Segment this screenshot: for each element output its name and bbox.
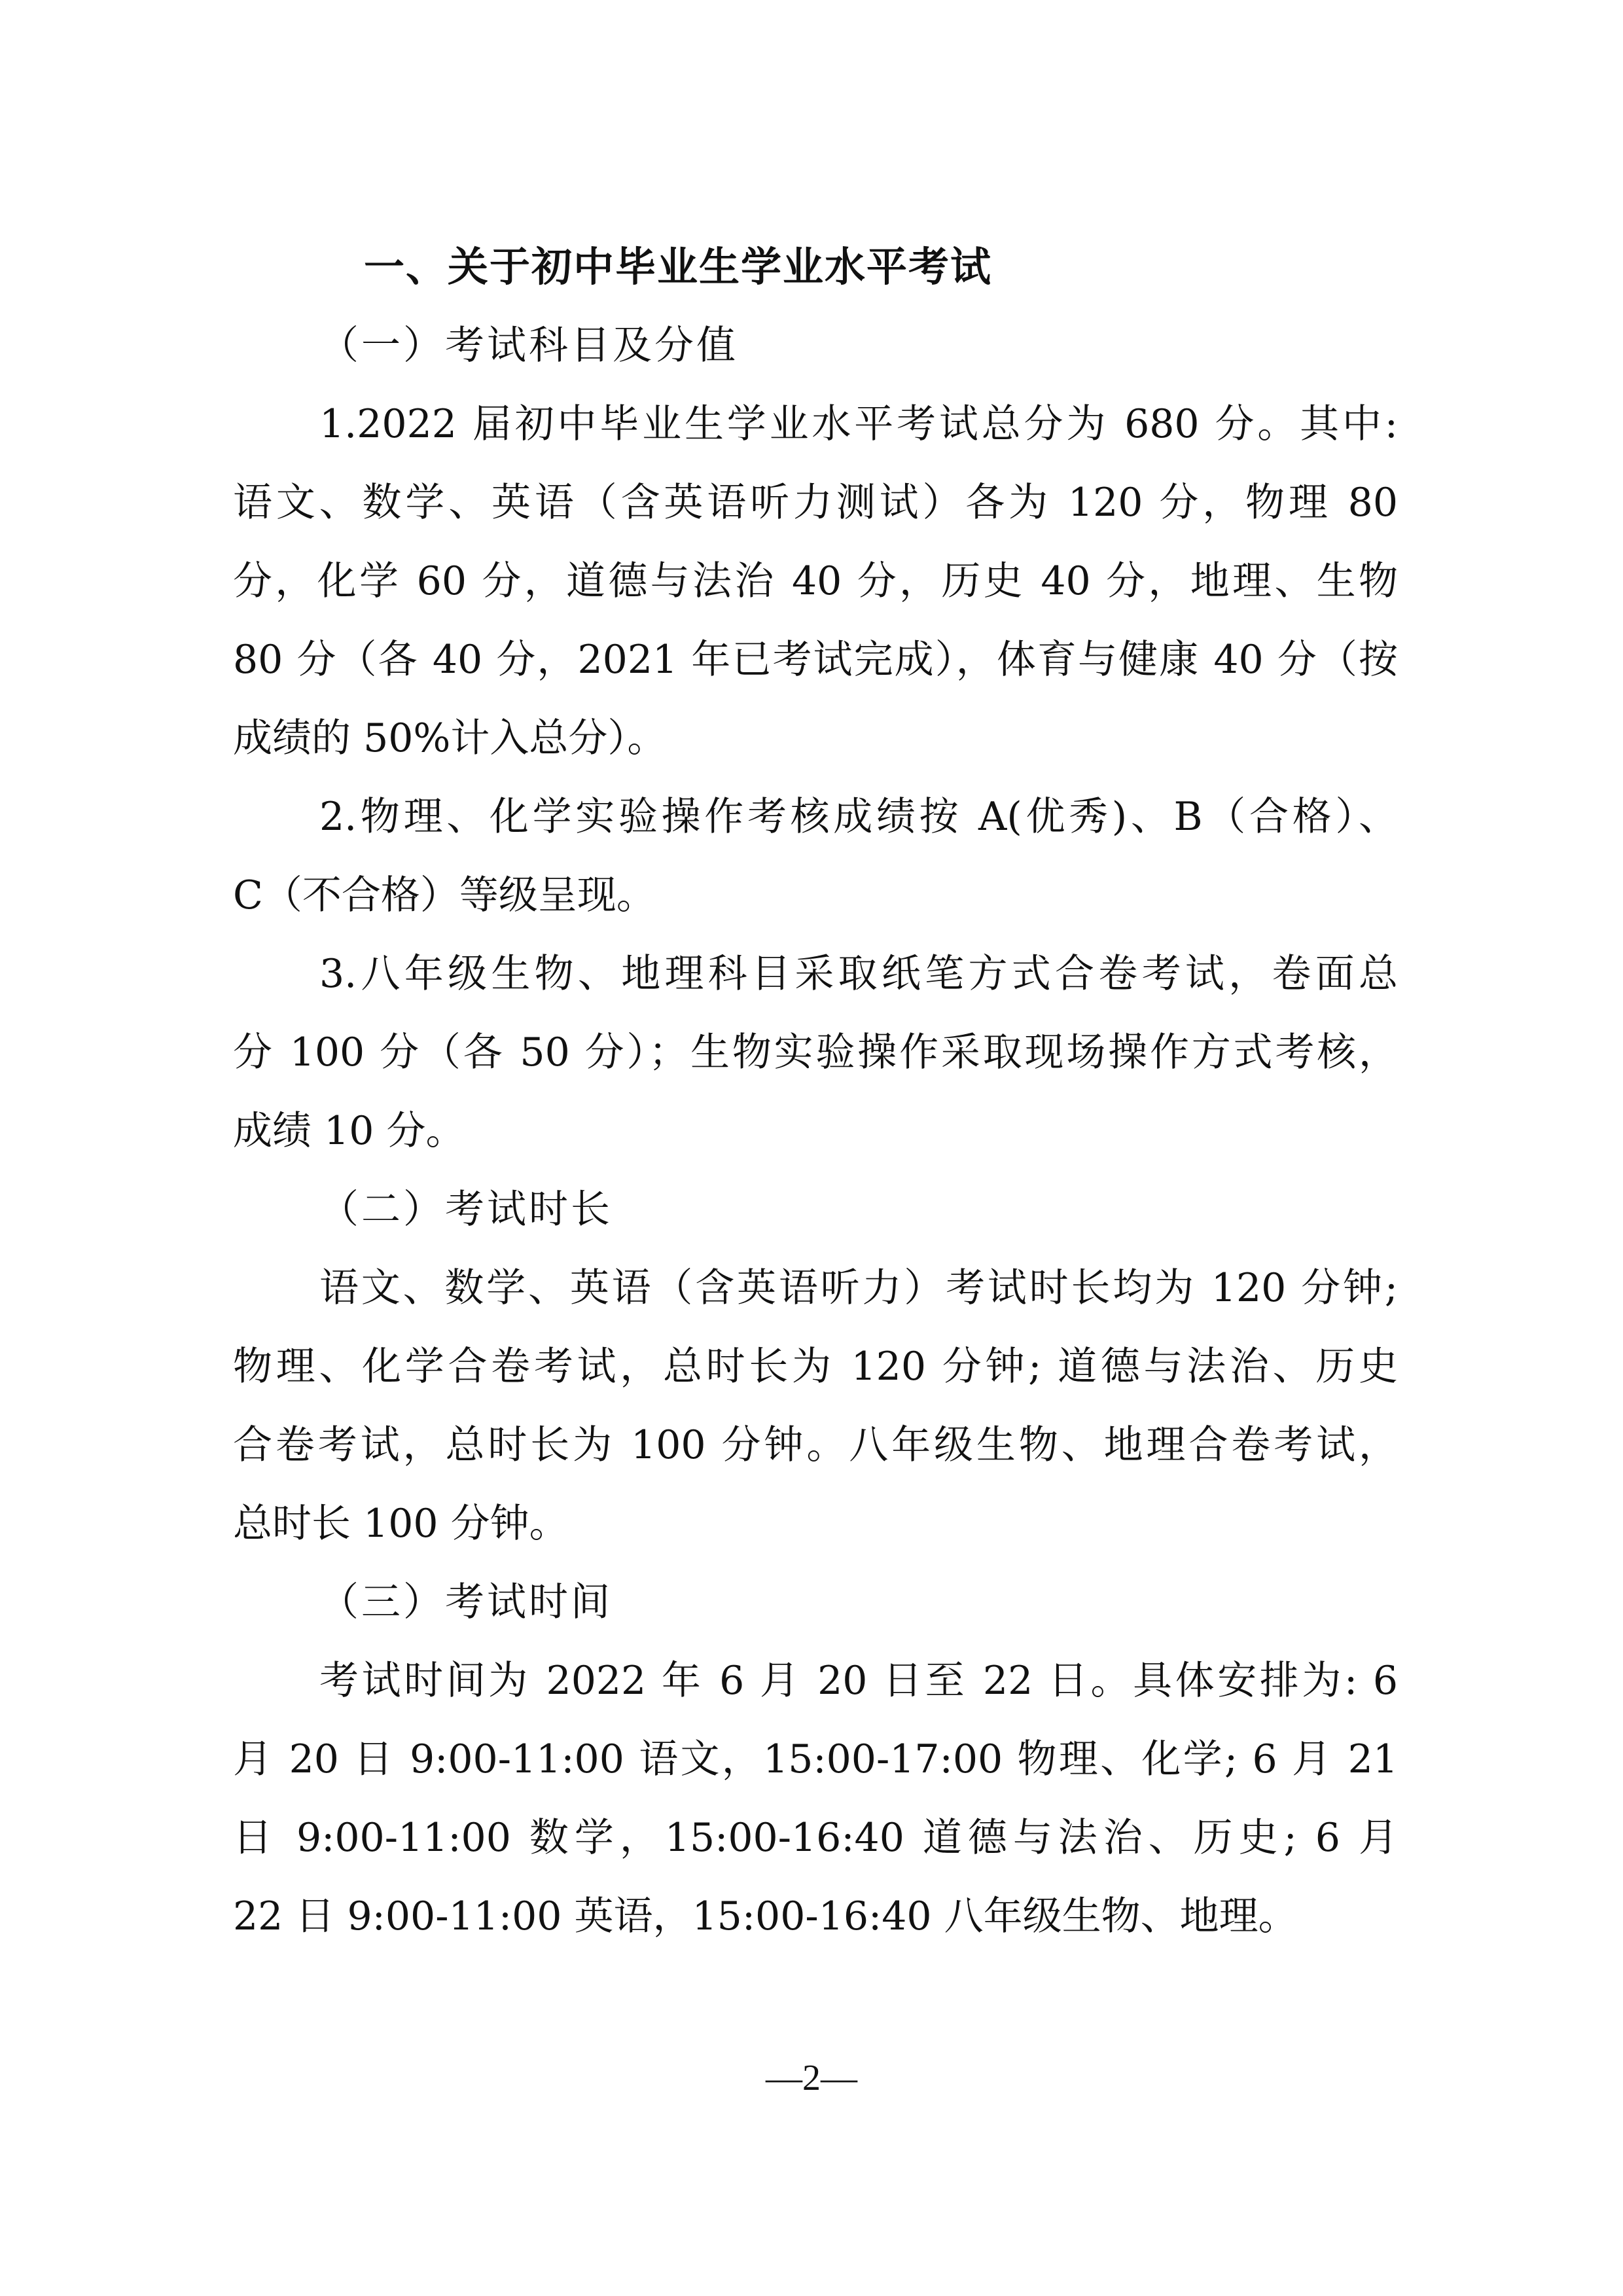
paragraph-line: 合卷考试，总时长为 100 分钟。八年级生物、地理合卷考试， xyxy=(233,1422,1398,1468)
subsection-title-3: （三）考试时间 xyxy=(319,1579,613,1625)
paragraph-line: 22 日 9:00-11:00 英语，15:00-16:40 八年级生物、地理。 xyxy=(233,1893,1298,1939)
paragraph-line: 考试时间为 2022 年 6 月 20 日至 22 日。具体安排为: 6 xyxy=(319,1658,1398,1704)
paragraph-line: 成绩 10 分。 xyxy=(233,1108,465,1154)
paragraph-line: 语文、数学、英语（含英语听力）考试时长均为 120 分钟; xyxy=(319,1265,1398,1311)
paragraph-line: 2.物理、化学实验操作考核成绩按 A(优秀)、B（合格）、 xyxy=(319,794,1398,840)
paragraph-line: 80 分（各 40 分，2021 年已考试完成），体育与健康 40 分（按 xyxy=(233,637,1398,683)
page-number: —2— xyxy=(766,2058,857,2098)
paragraph-line: 3.八年级生物、地理科目采取纸笔方式合卷考试，卷面总 xyxy=(319,951,1398,997)
paragraph-line: 物理、化学合卷考试，总时长为 120 分钟; 道德与法治、历史 xyxy=(233,1344,1398,1390)
section-heading: 一、关于初中毕业生学业水平考试 xyxy=(364,243,993,291)
subsection-title-2: （二）考试时长 xyxy=(319,1187,613,1232)
paragraph-line: 月 20 日 9:00-11:00 语文，15:00-17:00 物理、化学; 6 月 21 xyxy=(233,1736,1398,1782)
paragraph-line: 分，化学 60 分，道德与法治 40 分，历史 40 分，地理、生物 xyxy=(233,558,1398,604)
paragraph-line: 语文、数学、英语（含英语听力测试）各为 120 分，物理 80 xyxy=(233,480,1398,526)
paragraph-line: 成绩的 50%计入总分）。 xyxy=(233,715,667,761)
paragraph-line: 总时长 100 分钟。 xyxy=(233,1501,569,1547)
paragraph-line: 1.2022 届初中毕业生学业水平考试总分为 680 分。其中: xyxy=(319,401,1398,447)
subsection-title-1: （一）考试科目及分值 xyxy=(319,323,738,368)
paragraph-line: C（不合格）等级呈现。 xyxy=(233,872,656,918)
paragraph-line: 分 100 分（各 50 分）；生物实验操作采取现场操作方式考核， xyxy=(233,1030,1398,1075)
paragraph-line: 日 9:00-11:00 数学，15:00-16:40 道德与法治、历史; 6 月 xyxy=(233,1815,1398,1861)
